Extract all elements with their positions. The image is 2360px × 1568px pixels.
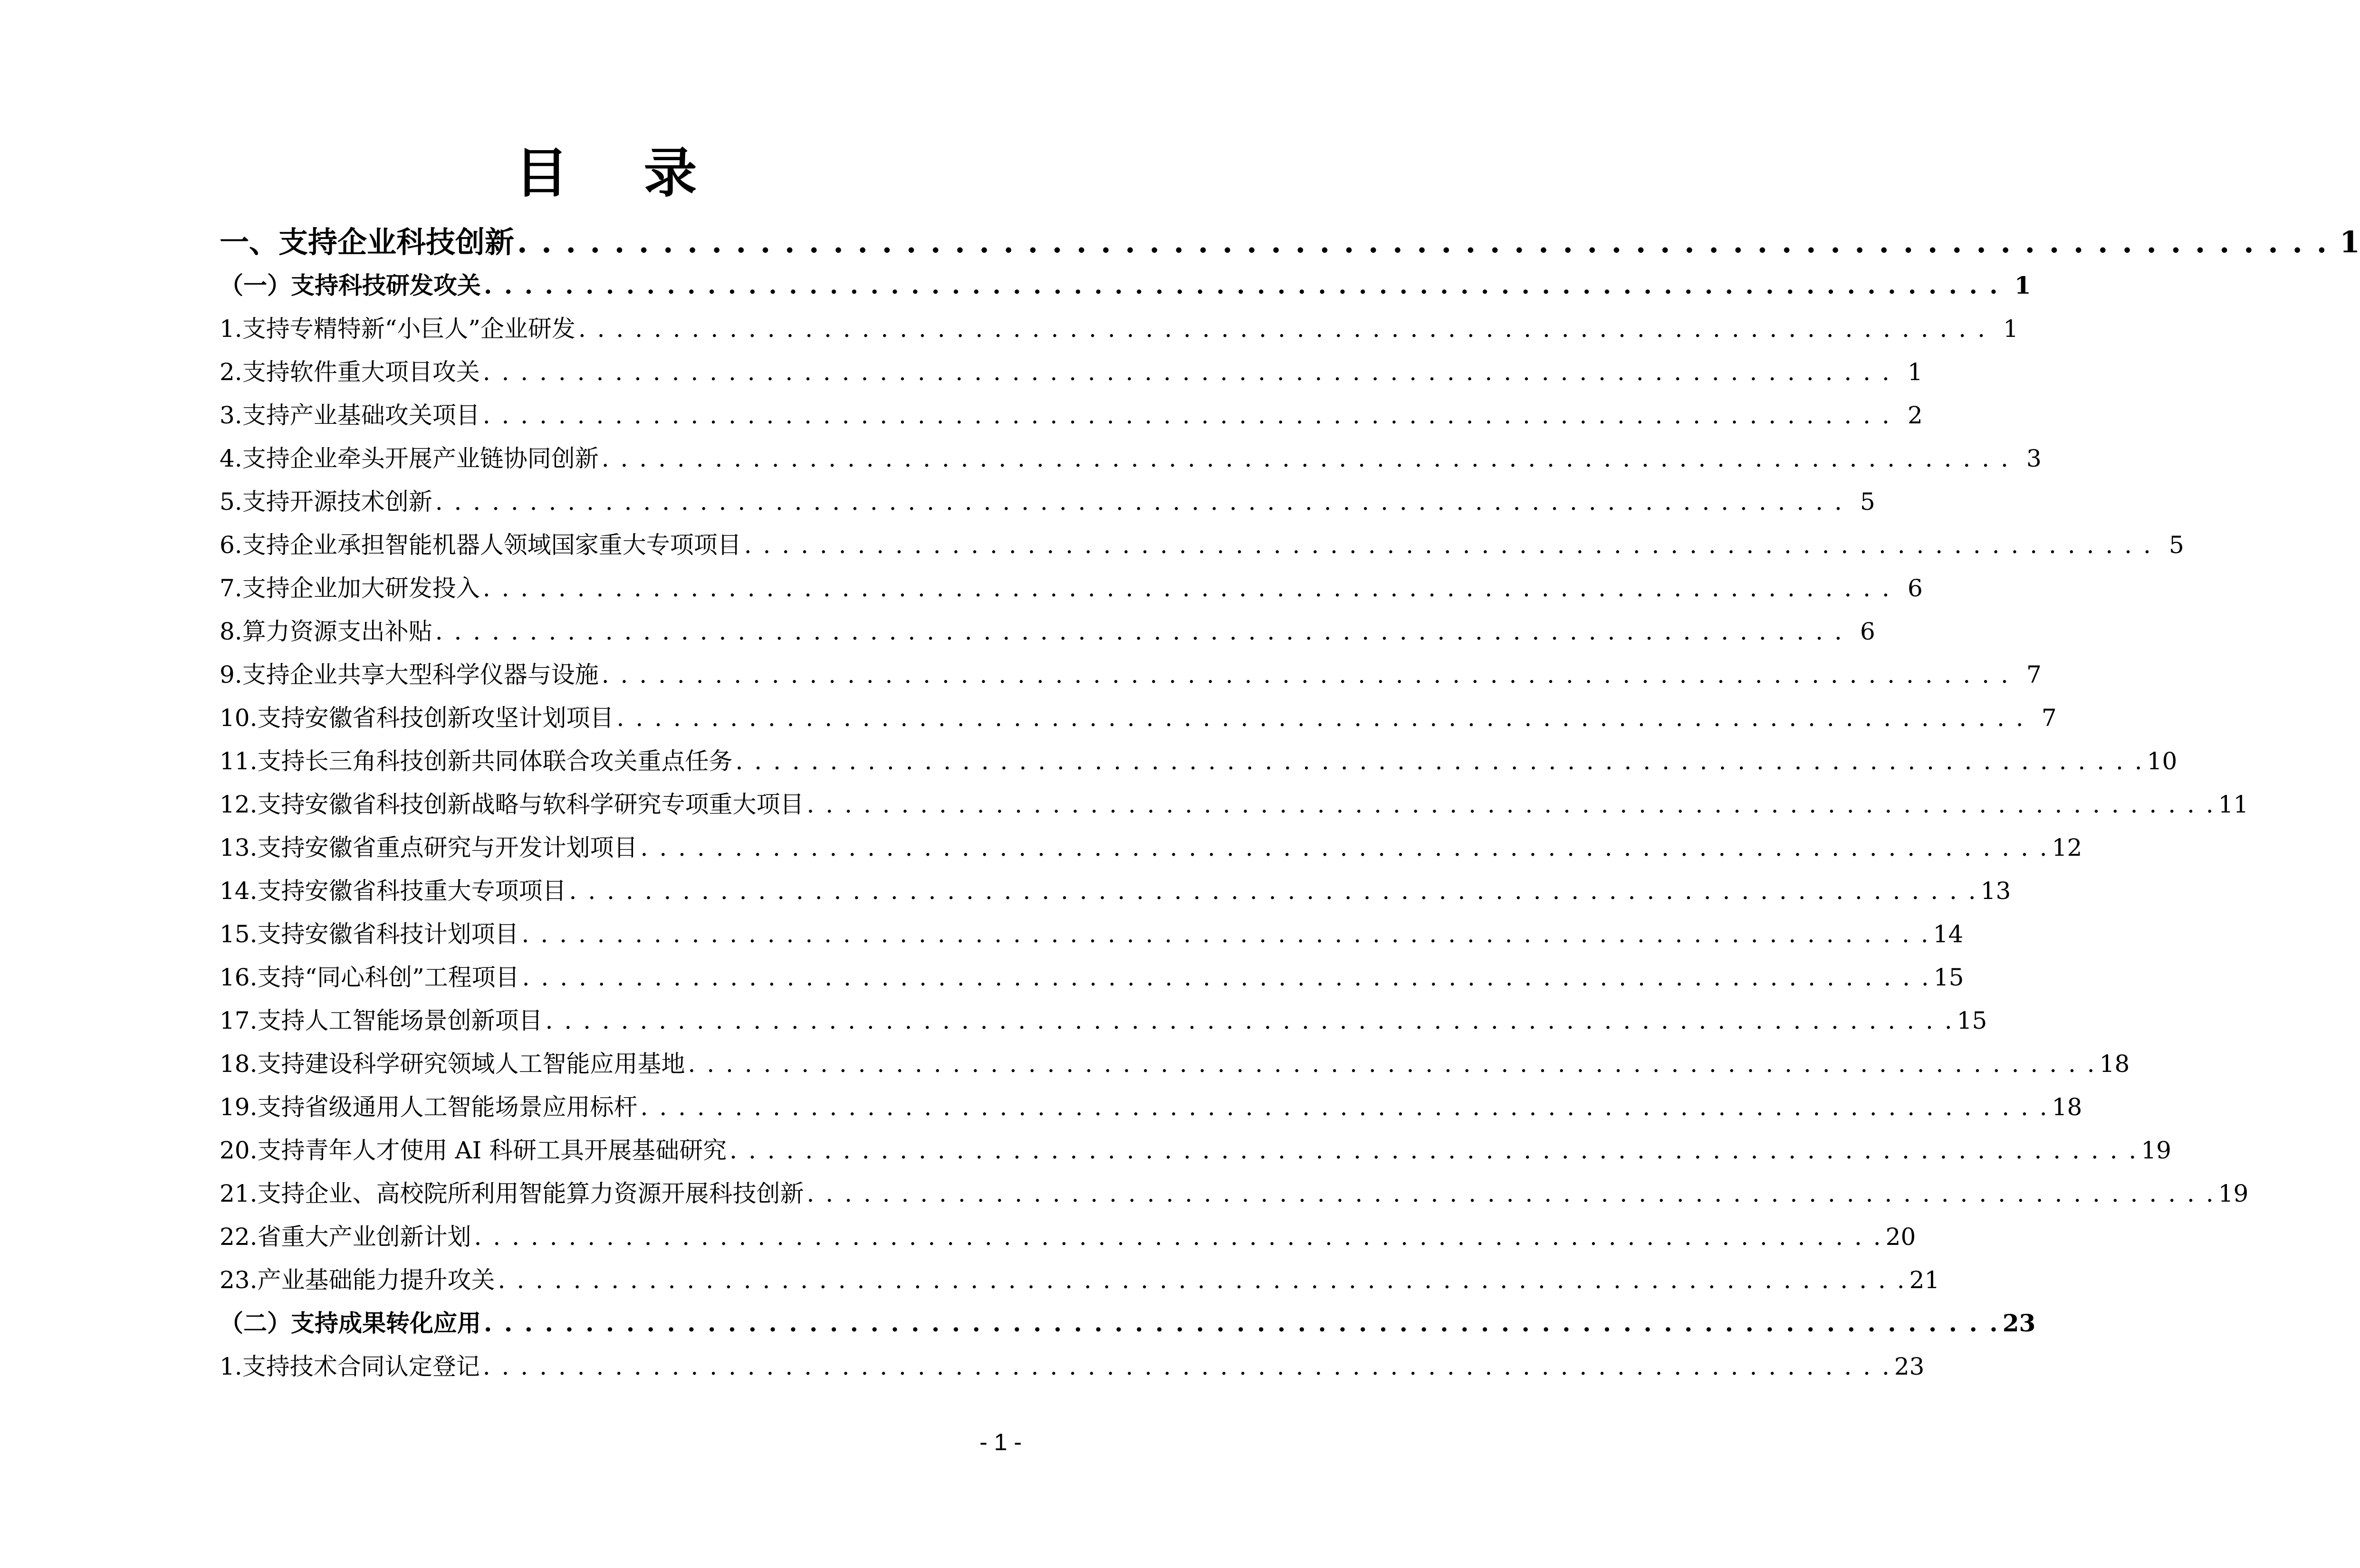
dot-leader: . . . . . . . . . . . . . . . . . . . . . . . . . . . . . . . . . . . . . . . . . . . . . . . . . . . . . . . . . . . . . . . . . . . . . . . . . . . xyxy=(474,1223,1883,1251)
toc-entry-label: 14.支持安徽省科技重大专项项目 xyxy=(220,877,566,905)
toc-entry-label: 18.支持建设科学研究领域人工智能应用基地 xyxy=(220,1050,685,1078)
toc-entry-label: 6.支持企业承担智能机器人领域国家重大专项项目 xyxy=(220,531,741,559)
toc-entry-page: 21 xyxy=(1909,1266,1940,1294)
dot-leader: . . . . . . . . . . . . . . . . . . . . . . . . . . . . . . . . . . . . . . . . . . . . . . . . . . . . . . . . . . . . . . . . . . . . . . . . . . . xyxy=(640,834,2049,861)
toc-section[interactable] xyxy=(220,1302,2036,1345)
toc-entry[interactable] xyxy=(220,913,1964,956)
dot-leader: . . . . . . . . . . . . . . . . . . . . . . . . . . . . . . . . . . . . . . . . . . . . . . . . . . . . . . . . . . . . . . . . . . . . . . . . . . . xyxy=(735,747,2144,775)
toc-entry[interactable] xyxy=(220,697,2057,739)
toc-entry-page: 14 xyxy=(1933,920,1964,948)
toc-entry-page: 5 xyxy=(2169,531,2184,559)
toc-entry-page: 18 xyxy=(2099,1050,2130,1078)
toc-entry[interactable] xyxy=(220,870,2011,912)
toc-entry-page: 7 xyxy=(2041,704,2057,732)
toc-entry-label: 4.支持企业牵头开展产业链协同创新 xyxy=(220,445,599,472)
toc-entry-page: 1 xyxy=(1908,358,1923,386)
toc-entry-page: 7 xyxy=(2026,661,2042,688)
toc-entry[interactable] xyxy=(220,1129,2171,1172)
toc-entry[interactable] xyxy=(220,437,2042,480)
toc-entry-label: （一）支持科技研发攻关 xyxy=(220,271,481,299)
toc-chapter[interactable] xyxy=(220,221,2360,264)
toc-entry[interactable] xyxy=(220,1172,2249,1215)
toc-entry-label: 8.算力资源支出补贴 xyxy=(220,618,432,645)
toc-entry-label: 一、支持企业科技创新 xyxy=(220,225,515,259)
toc-entry-page: 19 xyxy=(2218,1180,2249,1207)
dot-leader: . . . . . . . . . . . . . . . . . . . . . . . . . . . . . . . . . . . . . . . . . . . . . . . . . . . . . . . . . . . . . . . . . . . . . . . . . . . xyxy=(578,315,1987,343)
toc-entry-page: 11 xyxy=(2218,791,2249,818)
toc-entry-page: 13 xyxy=(1980,877,2011,905)
dot-leader: . . . . . . . . . . . . . . . . . . . . . . . . . . . . . . . . . . . . . . . . . . . . . . . . . . . . . . . . . . . . . . . . . . . . . . . . . . . xyxy=(482,574,1891,602)
toc-entry[interactable] xyxy=(220,307,2018,350)
toc-entry-label: 20.支持青年人才使用 AI 科研工具开展基础研究 xyxy=(220,1137,727,1164)
toc-entry[interactable] xyxy=(220,524,2184,566)
dot-leader: . . . . . . . . . . . . . . . . . . . . . . . . . . . . . . . . . . . . . . . . . . . . . . . . . . . . . . . . . . . . . . . . . . . . . . . . . . . xyxy=(806,791,2216,818)
dot-leader: . . . . . . . . . . . . . . . . . . . . . . . . . . . . . . . . . . . . . . . . . . . . . . . . . . . . . . . . . . . . . . . . . . . . . . . . . . . xyxy=(435,488,1844,516)
dot-leader: . . . . . . . . . . . . . . . . . . . . . . . . . . . . . . . . . . . . . . . . . . . . . . . . . . . . . . . . . . . . . . . . . . . . . . . . . . . xyxy=(435,618,1844,645)
toc-entry[interactable] xyxy=(220,1042,2130,1085)
dot-leader: . . . . . . . . . . . . . . . . . . . . . . . . . . . . . . . . . . . . . . . . . . . . . . . . . . . . . . . . . . . . . . . . . . . . . . . . . . . xyxy=(482,358,1891,386)
dot-leader: . . . . . . . . . . . . . . . . . . . . . . . . . . . . . . . . . . . . . . . . . . . . . . . . . . . . . . . . . . . . . . . . . . . . . . . . . . . xyxy=(601,445,2010,472)
toc-entry-page: 1 xyxy=(2014,271,2031,299)
toc-entry-page: 19 xyxy=(2141,1137,2171,1164)
toc-entry-label: 15.支持安徽省科技计划项目 xyxy=(220,920,519,948)
dot-leader: . . . . . . . . . . . . . . . . . . . . . . . . . . . . . . . . . . . . . . . . . . . . . . . . . . . . . . . . . . . . . . . . . . . . . . . . . . . xyxy=(601,661,2010,688)
toc-entry-page: 6 xyxy=(1908,574,1923,602)
toc-entry[interactable] xyxy=(220,999,1987,1042)
dot-leader: . . . . . . . . . . . . . . . . . . . . . . . . . . . . . . . . . . . . . . . . . . . . . . . . . . . . . . . . . . . . . . . . . . . . . . . . . . . xyxy=(806,1180,2216,1207)
toc-entry[interactable] xyxy=(220,394,1923,437)
dot-leader: . . . . . . . . . . . . . . . . . . . . . . . . . . . . . . . . . . . . . . . . . . . . . . . . . . . . . . . . . . . . . . . . . . . . . . . . . . . xyxy=(484,1309,2000,1337)
toc-entry-label: 7.支持企业加大研发投入 xyxy=(220,574,480,602)
toc-section[interactable] xyxy=(220,264,2031,307)
toc-entry-page: 1 xyxy=(2340,225,2360,259)
toc-entry-label: 12.支持安徽省科技创新战略与软科学研究专项重大项目 xyxy=(220,791,804,818)
toc-entry-label: 10.支持安徽省科技创新攻坚计划项目 xyxy=(220,704,614,732)
dot-leader: . . . . . . . . . . . . . . . . . . . . . . . . . . . . . . . . . . . . . . . . . . . . . . . . . . . . . . . . . . . . . . . . . . . . . . . . . . . xyxy=(744,531,2153,559)
toc-entry-page: 6 xyxy=(1860,618,1875,645)
toc-entry[interactable] xyxy=(220,480,1875,523)
toc-entry-label: 11.支持长三角科技创新共同体联合攻关重点任务 xyxy=(220,747,733,775)
toc-entry[interactable] xyxy=(220,1215,1916,1258)
toc-entry-label: 21.支持企业、高校院所利用智能算力资源开展科技创新 xyxy=(220,1180,804,1207)
dot-leader: . . . . . . . . . . . . . . . . . . . . . . . . . . . . . . . . . . . . . . . . . . . . . . . . . . . . . . . . . . . . . . . . . . . . . . . . . . . xyxy=(482,1353,1891,1380)
toc-entry-page: 23 xyxy=(2002,1309,2036,1337)
toc-entry-label: 1.支持技术合同认定登记 xyxy=(220,1353,480,1380)
dot-leader: . . . . . . . . . . . . . . . . . . . . . . . . . . . . . . . . . . . . . . . . . . . . . . . . . . . . . . . . . . . . . . . . . . . . . . . . . . . xyxy=(484,271,2000,299)
dot-leader: . . . . . . . . . . . . . . . . . . . . . . . . . . . . . . . . . . . . . . . . . . . . . . . . . . . . . . . . . . . . . . . . . . . . . . . . . . . xyxy=(729,1137,2139,1164)
page-number: - 1 - xyxy=(979,1429,1022,1455)
dot-leader: . . . . . . . . . . . . . . . . . . . . . . . . . . . . . . . . . . . . . . . . . . . . . . . . . . . . . . . . . . . . . . . . . . . . . . . . . . . xyxy=(616,704,2025,732)
toc-entry-label: 23.产业基础能力提升攻关 xyxy=(220,1266,495,1294)
toc-entry-page: 20 xyxy=(1885,1223,1916,1251)
toc-entry[interactable] xyxy=(220,610,1875,653)
toc-entry[interactable] xyxy=(220,1259,1940,1301)
toc-entry[interactable] xyxy=(220,956,1964,999)
toc-entry-page: 10 xyxy=(2147,747,2178,775)
toc-entry-label: 19.支持省级通用人工智能场景应用标杆 xyxy=(220,1093,638,1121)
toc-entry-label: 17.支持人工智能场景创新项目 xyxy=(220,1007,543,1034)
toc-entry[interactable] xyxy=(220,783,2249,826)
toc-entry-label: 13.支持安徽省重点研究与开发计划项目 xyxy=(220,834,638,861)
dot-leader: . . . . . . . . . . . . . . . . . . . . . . . . . . . . . . . . . . . . . . . . . . . . . . . . . . . . . . . . . . . . . . . . . . . . . . . . . . . xyxy=(545,1007,1954,1034)
toc-entry[interactable] xyxy=(220,653,2042,696)
dot-leader: . . . . . . . . . . . . . . . . . . . . . . . . . . . . . . . . . . . . . . . . . . . . . . . . . . . . . . . . . . . . . . . . . . . . . . . . . . . xyxy=(482,402,1891,429)
dot-leader: . . . . . . . . . . . . . . . . . . . . . . . . . . . . . . . . . . . . . . . . . . . . . . . . . . . . . . . . . . . . . . . . . . . . . . . . . . . xyxy=(688,1050,2097,1078)
toc-entry-page: 15 xyxy=(1957,1007,1987,1034)
toc-entry-page: 15 xyxy=(1933,964,1964,991)
toc-entry[interactable] xyxy=(220,1086,2082,1128)
toc-entry[interactable] xyxy=(220,740,2178,783)
toc-entry-label: 9.支持企业共享大型科学仪器与设施 xyxy=(220,661,599,688)
toc-entry-label: 16.支持“同心科创”工程项目 xyxy=(220,964,519,991)
toc-entry-page: 23 xyxy=(1894,1353,1925,1380)
toc-entry-label: 2.支持软件重大项目攻关 xyxy=(220,358,480,386)
toc-entry-page: 2 xyxy=(1908,402,1923,429)
page-title: 目 录 xyxy=(515,142,726,204)
toc-entry[interactable] xyxy=(220,826,2082,869)
toc-entry-label: 1.支持专精特新“小巨人”企业研发 xyxy=(220,315,576,343)
toc-entry[interactable] xyxy=(220,1345,1925,1388)
toc-entry-page: 1 xyxy=(2003,315,2018,343)
dot-leader: . . . . . . . . . . . . . . . . . . . . . . . . . . . . . . . . . . . . . . . . . . . . . . . . . . . . . . . . . . . . . . . . . . . . . . . . . . . xyxy=(569,877,1978,905)
toc-entry-label: 5.支持开源技术创新 xyxy=(220,488,432,516)
toc-entry-label: 3.支持产业基础攻关项目 xyxy=(220,402,480,429)
dot-leader: . . . . . . . . . . . . . . . . . . . . . . . . . . . . . . . . . . . . . . . . . . . . . . . . . . . . . . . . . . . . . . . . . . . . . . . . . . . xyxy=(522,964,1931,991)
toc-entry-page: 18 xyxy=(2052,1093,2082,1121)
toc-entry-label: （二）支持成果转化应用 xyxy=(220,1309,481,1337)
toc-entry[interactable] xyxy=(220,567,1923,610)
dot-leader: . . . . . . . . . . . . . . . . . . . . . . . . . . . . . . . . . . . . . . . . . . . . . . . . . . . . . . . . . . . . . . . . . . . . . . . . . . . xyxy=(640,1093,2049,1121)
dot-leader: . . . . . . . . . . . . . . . . . . . . . . . . . . . . . . . . . . . . . . . . . . . . . . . . . . . . . . . . . . . . . . . . . . . . . . . . . . . xyxy=(521,920,1930,948)
dot-leader: . . . . . . . . . . . . . . . . . . . . . . . . . . . . . . . . . . . . . . . . . . . . . . . . . . . . . . . . . . . . . . . . . . . . . . . . . . . xyxy=(517,225,2329,259)
toc-entry-page: 12 xyxy=(2052,834,2082,861)
dot-leader: . . . . . . . . . . . . . . . . . . . . . . . . . . . . . . . . . . . . . . . . . . . . . . . . . . . . . . . . . . . . . . . . . . . . . . . . . . . xyxy=(498,1266,1907,1294)
toc-entry-label: 22.省重大产业创新计划 xyxy=(220,1223,471,1251)
toc-entry[interactable] xyxy=(220,351,1923,393)
toc-entry-page: 3 xyxy=(2026,445,2042,472)
toc-entry-page: 5 xyxy=(1860,488,1875,516)
